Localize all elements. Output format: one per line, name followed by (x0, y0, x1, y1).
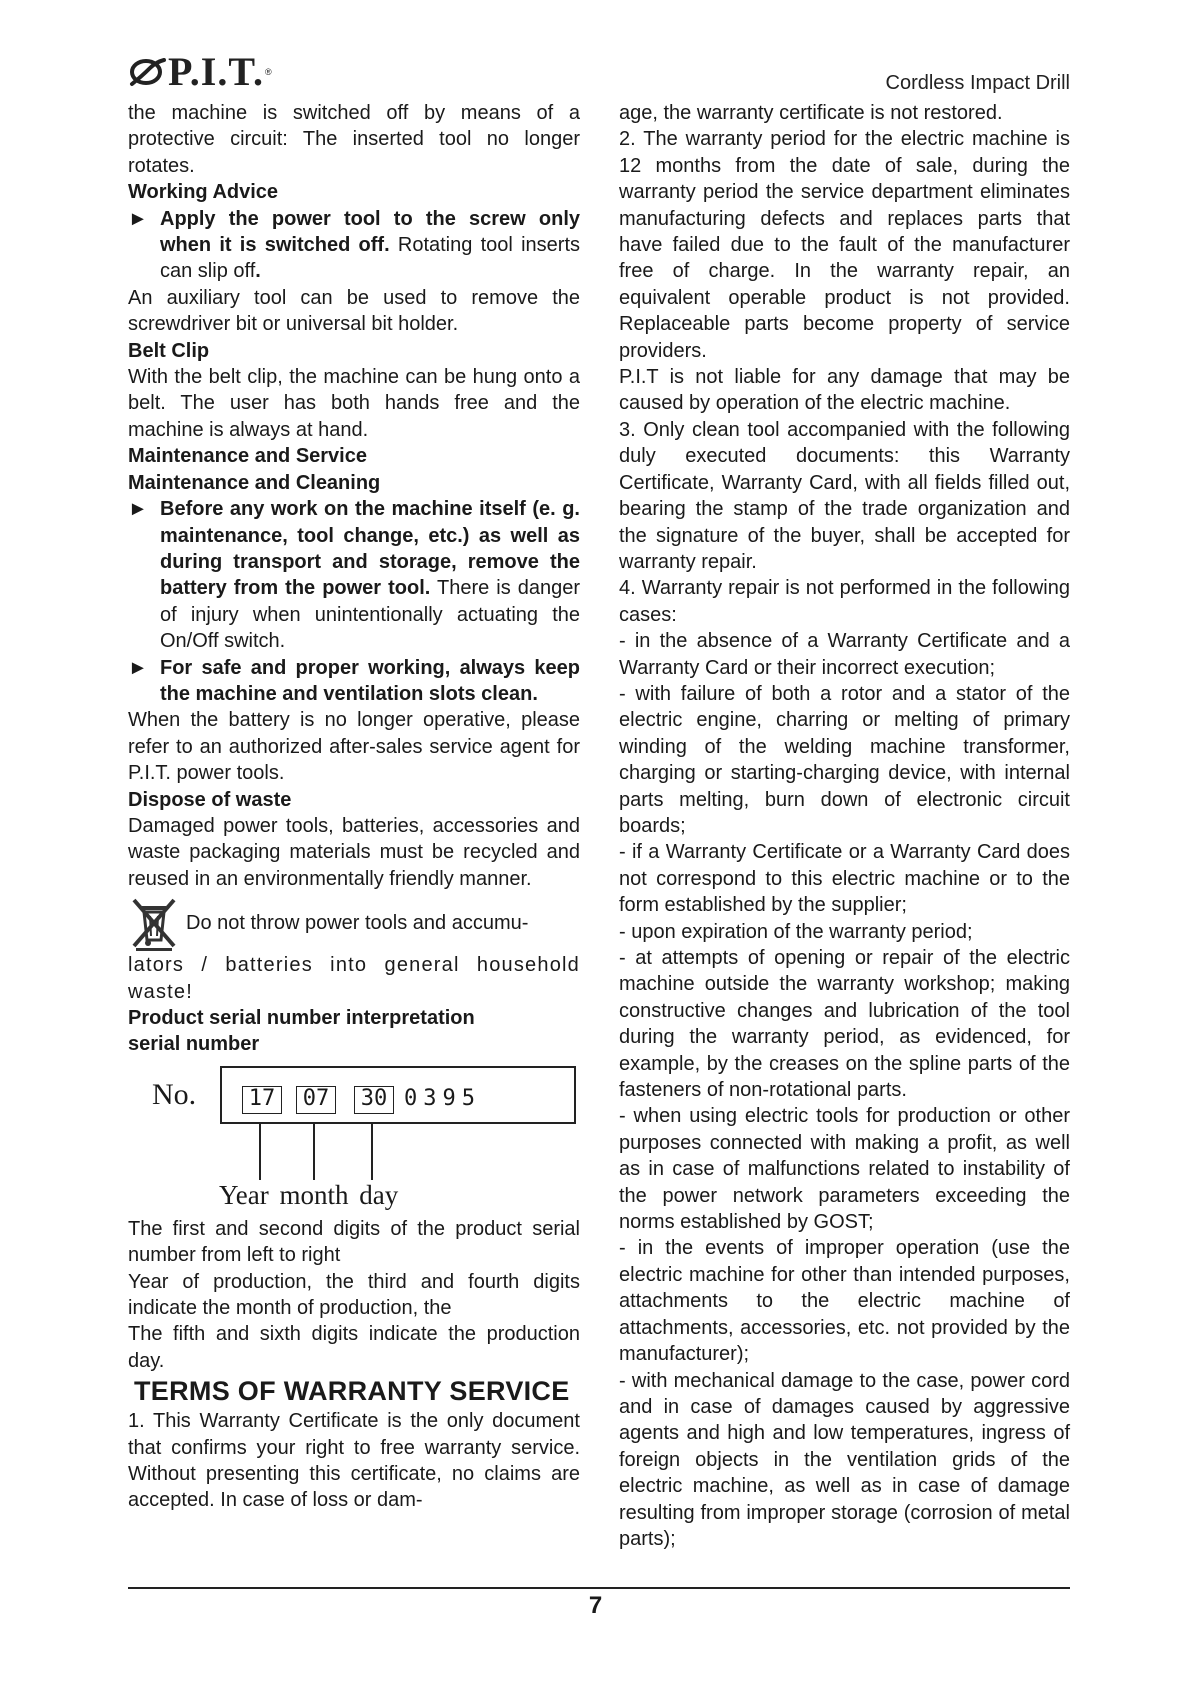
bullet-text: There is danger of injury when unintentionally actuating the On/Off switch. (160, 577, 580, 653)
heading-dispose-waste: Dispose of waste (128, 788, 292, 811)
heading-serial-interpretation: Product serial number interpretation (128, 1007, 475, 1029)
waste-notice (128, 896, 580, 952)
page-header (128, 49, 1070, 98)
serial-sequence-digits: 0395 (404, 1085, 481, 1111)
bullet-bold-text: Before any work on the machine itself (e. g. maintenance, tool change, etc.) as well as during transport and storage, remove the battery from the power tool. (160, 498, 580, 600)
list-item: - upon expiration of the warranty period; (619, 920, 973, 943)
paragraph: 3. Only clean tool accompanied with the following duly executed documents: this Warranty Certificate, Warranty Card, with all fields filled out, bearing the stamp of the trade organization and the signature of the buyer, shall be accepted for warranty repair. (619, 418, 1070, 573)
heading-maintenance-service: Maintenance and Service (128, 445, 367, 468)
paragraph: The fifth and sixth digits indicate the production day. (128, 1323, 580, 1372)
paragraph: An auxiliary tool can be used to remove the screwdriver bit or universal bit holder. (128, 286, 580, 336)
waste-notice-text: Do not throw power tools and accumu- (186, 912, 529, 935)
bullet-bold-text: Apply the power tool to the screw only when it is switched off. (160, 207, 580, 257)
list-item: - when using electric tools for production or other purposes connected with making a profit, as well as in case of malfunctions related to instability of the power network parameters exceeding the norms established by GOST; (619, 1105, 1070, 1234)
list-item: - in the events of improper operation (use the electric machine for other than intended purposes, attachments to the electric machine of attachments, accessories, etc. not provided by the manufacturer); (619, 1237, 1070, 1366)
list-item: - if a Warranty Certificate or a Warranty Card does not correspond to this electric machine or to the form established by the supplier; (619, 841, 1070, 917)
list-item: - with mechanical damage to the case, power cord and in case of damages caused by aggressive agents and high and low temperatures, ingress of foreign objects in the ventilation grids of the electric machine, as well as in case of damage resulting from improper storage (corrosion of metal parts); (619, 1369, 1070, 1550)
crossed-bin-icon (128, 896, 180, 952)
list-item: - in the absence of a Warranty Certificate and a Warranty Card or their incorrect execution; (619, 630, 1070, 679)
bullet-arrow-icon: ► (128, 656, 148, 679)
paragraph: the machine is switched off by means of a protective circuit: The inserted tool no longer rotates. (128, 102, 580, 177)
bullet-item (128, 655, 580, 708)
list-item: - at attempts of opening or repair of the electric machine outside the warranty workshop; making constructive changes and lubrication of the tool during the warranty period, as evidenced, for example, by the creases on the spline parts of the fasteners of non-rotational parts. (619, 947, 1070, 1102)
bullet-text: Rotating tool inserts can slip off (160, 234, 580, 283)
paragraph: When the battery is no longer operative, please refer to an authorized after-sales service agent for P.I.T. power tools. (128, 709, 580, 785)
pit-logo-icon (128, 56, 168, 88)
serial-year-digits: 17 (242, 1086, 282, 1114)
paragraph: 2. The warranty period for the electric machine is 12 months from the date of sale, during the warranty period the service department eliminates manufacturing defects and replaces parts that have failed due to the fault of the manufacturer free of charge. In the warranty repair, an equivalent operable product is not provided. Replaceable parts become property of service providers. (619, 128, 1070, 362)
logo-registered-mark: ® (265, 67, 272, 77)
bullet-arrow-icon: ► (128, 207, 148, 230)
bullet-arrow-icon: ► (128, 498, 148, 521)
heading-serial-number: serial number (128, 1033, 260, 1056)
serial-month-digits: 07 (296, 1086, 336, 1114)
serial-day-digits: 30 (354, 1086, 394, 1114)
heading-belt-clip: Belt Clip (128, 339, 210, 362)
bullet-bold-text: For safe and proper working, always keep the machine and ventilation slots clean. (160, 656, 580, 705)
paragraph: age, the warranty certificate is not restored. (619, 102, 1003, 124)
heading-working-advice: Working Advice (128, 181, 279, 204)
serial-number-box (220, 1066, 576, 1124)
paragraph: lators / batteries into general household waste! (128, 954, 580, 1003)
serial-no-label: No. (152, 1077, 197, 1111)
day-pointer-line (371, 1124, 373, 1180)
brand-logo (128, 49, 272, 94)
paragraph: P.I.T is not liable for any damage that may be caused by operation of the electric machine. (619, 366, 1070, 415)
paragraph: 1. This Warranty Certificate is the only document that confirms your right to free warranty service. Without presenting this certificate, no claims are accepted. In case of loss or dam- (128, 1410, 580, 1512)
document-title: Cordless Impact Drill (885, 72, 1070, 94)
logo-text: P.I.T. (168, 49, 265, 94)
warranty-section-title: TERMS OF WARRANTY SERVICE (134, 1376, 570, 1407)
right-column (619, 100, 1070, 1552)
serial-legend: Year month day (219, 1179, 399, 1210)
bullet-item (128, 496, 580, 654)
paragraph: Damaged power tools, batteries, accessories and waste packaging materials must be recycled and reused in an environmentally friendly manner. (128, 814, 580, 890)
bullet-period: . (255, 260, 261, 283)
paragraph: Year of production, the third and fourth digits indicate the month of production, the (128, 1270, 580, 1320)
left-column (128, 100, 580, 1514)
paragraph: The first and second digits of the product serial number from left to right (128, 1217, 580, 1267)
paragraph: With the belt clip, the machine can be hung onto a belt. The user has both hands free and the machine is always at hand. (128, 366, 580, 441)
heading-maintenance-cleaning: Maintenance and Cleaning (128, 471, 381, 494)
bullet-item (128, 206, 580, 285)
serial-number-diagram (128, 1066, 580, 1216)
page-number: 7 (588, 1592, 603, 1619)
paragraph: 4. Warranty repair is not performed in the following cases: (619, 577, 1070, 626)
month-pointer-line (313, 1124, 315, 1180)
year-pointer-line (259, 1124, 261, 1180)
footer-divider (128, 1587, 1070, 1589)
list-item: - with failure of both a rotor and a stator of the electric engine, charring or melting of primary winding of the welding machine transformer, charging or starting-charging device, with internal parts melting, burn down of electronic circuit boards; (619, 682, 1070, 837)
